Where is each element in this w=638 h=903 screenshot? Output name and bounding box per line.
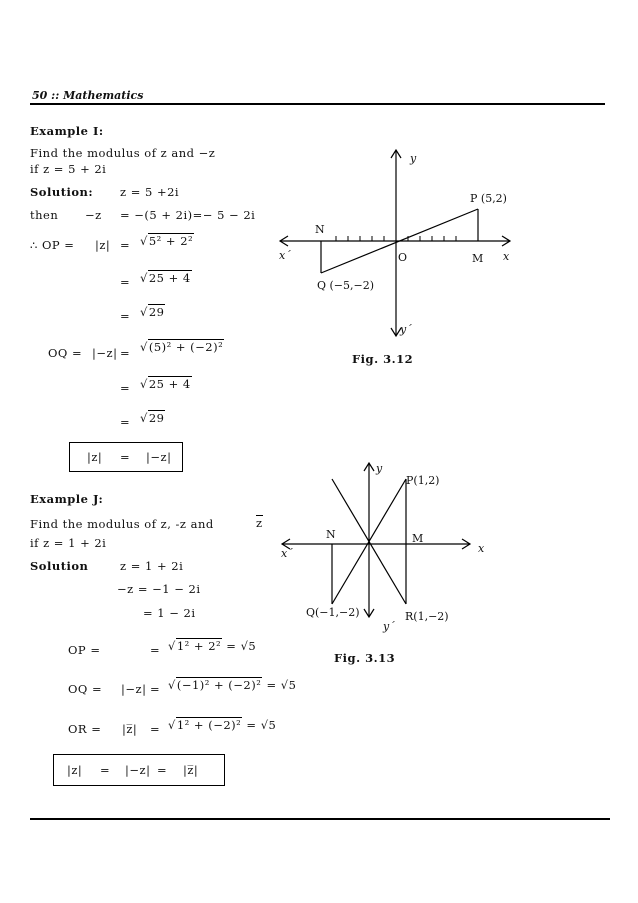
solution-label: Solution: — [30, 185, 94, 199]
solution-j-neg-z: −z = −1 − 2i — [117, 582, 201, 596]
fig313-n-label: N — [326, 528, 336, 541]
example-j-line1: Find the modulus of z, -z and — [30, 517, 214, 531]
fig313-yprime-label: y´ — [383, 620, 395, 633]
fig312-o-label: O — [398, 251, 408, 264]
result: = √5 — [266, 678, 297, 692]
eq-sign: = — [120, 275, 131, 289]
example-i-heading: Example I: — [30, 124, 104, 138]
sqrt-oq-3: √29 — [140, 411, 165, 425]
op-j-label: OP = — [68, 643, 101, 657]
or-j-sqrt: √1² + (−2)² = √5 — [168, 718, 277, 732]
box-eq: = — [120, 450, 131, 464]
fig312-yprime-label: y´ — [400, 323, 412, 336]
box-j-abs-z: |z| — [67, 763, 83, 777]
sqrt-oq-1: √(5)² + (−2)² — [140, 340, 224, 354]
radicand: (5)² + (−2)² — [148, 340, 224, 354]
example-i-line2: if z = 5 + 2i — [30, 162, 107, 176]
result: = √5 — [226, 639, 257, 653]
fig312-xprime-label: x´ — [279, 249, 291, 262]
radicand: 25 + 4 — [148, 377, 191, 391]
figure-3-12 — [270, 140, 530, 350]
fig313-x-label: x — [478, 542, 485, 555]
fig313-xprime-label: x´ — [281, 547, 293, 560]
neg-z-expansion: = −(5 + 2i)=− 5 − 2i — [120, 208, 256, 222]
solution-j-z: z = 1 + 2i — [120, 559, 184, 573]
zbar-symbol: z — [256, 516, 263, 530]
footer-rule — [30, 818, 610, 820]
or-j-abs: |z̅| — [122, 722, 138, 736]
abs-neg-z: |−z| — [92, 346, 118, 360]
box-j-eq1: = — [100, 763, 111, 777]
eq-sign: = — [120, 238, 131, 252]
example-j-heading: Example J: — [30, 492, 104, 506]
box-abs-neg-z: |−z| — [146, 450, 172, 464]
oq-j-label: OQ = — [68, 682, 103, 696]
or-j-eq: = — [150, 722, 161, 736]
oq-j-eq: = — [150, 682, 161, 696]
then-label: then — [30, 208, 59, 222]
eq-sign: = — [120, 346, 131, 360]
box-j-eq2: = — [157, 763, 168, 777]
fig312-q-label: Q (−5,−2) — [317, 279, 375, 292]
fig312-y-label: y — [410, 152, 417, 165]
example-i-line1: Find the modulus of z and −z — [30, 146, 216, 160]
solution-j-zbar: = 1 − 2i — [143, 606, 196, 620]
eq-sign: = — [120, 381, 131, 395]
sqrt-op-1: √5² + 2² — [140, 234, 194, 248]
solution-z: z = 5 +2i — [120, 185, 180, 199]
fig313-y-label: y — [376, 462, 383, 475]
fig312-m-label: M — [472, 252, 484, 265]
radicand: 1² + (−2)² — [176, 718, 242, 732]
radicand: 25 + 4 — [148, 271, 191, 285]
fig312-n-label: N — [315, 223, 325, 236]
box-abs-z: |z| — [87, 450, 103, 464]
oq-j-abs: |−z| — [121, 682, 147, 696]
box-j-abs-neg-z: |−z| — [125, 763, 151, 777]
oq-j-sqrt: √(−1)² + (−2)² = √5 — [168, 678, 297, 692]
therefore-op: ∴ OP = — [30, 238, 75, 252]
oq-label: OQ = — [48, 346, 83, 360]
neg-z: −z — [85, 208, 102, 222]
fig312-p-label: P (5,2) — [470, 192, 507, 205]
radicand: 1² + 2² — [176, 639, 222, 653]
box-j-abs-zbar: |z̅| — [183, 763, 199, 777]
fig312-x-label: x — [503, 250, 510, 263]
example-j-line2: if z = 1 + 2i — [30, 536, 107, 550]
fig313-r-label: R(1,−2) — [405, 610, 449, 623]
fig313-q-label: Q(−1,−2) — [306, 606, 360, 619]
header-rule — [30, 103, 605, 105]
result: = √5 — [246, 718, 277, 732]
radicand: 29 — [148, 411, 165, 425]
radicand: (−1)² + (−2)² — [176, 678, 262, 692]
op-j-eq: = — [150, 643, 161, 657]
eq-sign: = — [120, 309, 131, 323]
sqrt-op-2: √25 + 4 — [140, 271, 191, 285]
sqrt-op-3: √29 — [140, 305, 165, 319]
eq-sign: = — [120, 415, 131, 429]
radicand: 5² + 2² — [148, 234, 194, 248]
radicand: 29 — [148, 305, 165, 319]
page-header: 50 :: Mathematics — [32, 89, 144, 102]
fig313-p-label: P(1,2) — [406, 474, 440, 487]
op-j-sqrt: √1² + 2² = √5 — [168, 639, 257, 653]
solution-j-label: Solution — [30, 559, 89, 573]
fig313-m-label: M — [412, 532, 424, 545]
figure-3-13 — [270, 455, 490, 645]
abs-z: |z| — [95, 238, 111, 252]
fig312-caption: Fig. 3.12 — [352, 352, 414, 366]
fig313-caption: Fig. 3.13 — [334, 651, 396, 665]
sqrt-oq-2: √25 + 4 — [140, 377, 191, 391]
or-j-label: OR = — [68, 722, 102, 736]
